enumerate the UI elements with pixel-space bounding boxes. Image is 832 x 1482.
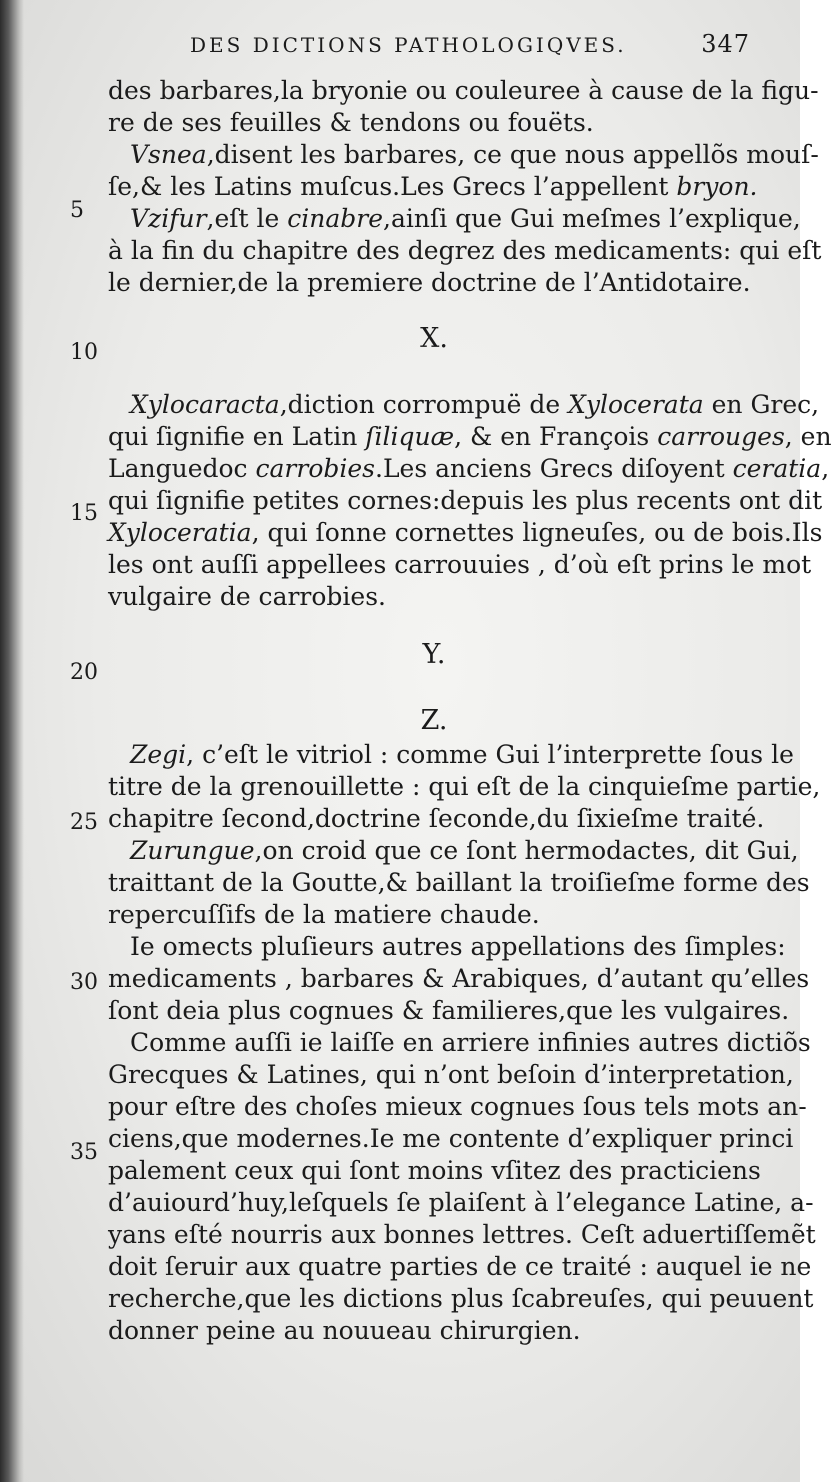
text-segment: palement ceux qui ſont moins vſitez des practiciens	[108, 1156, 761, 1185]
line-number: 10	[70, 340, 98, 365]
text-segment: ,	[821, 454, 830, 483]
text-line	[108, 900, 540, 930]
text-segment: les ont auſſi appellees carrouuies , d’où eſt prins le mot	[108, 550, 812, 579]
text-segment: ,disent les barbares, ce que nous appellõs mouſ-	[206, 140, 819, 169]
italic-term: carrouges	[657, 422, 785, 451]
text-line	[108, 1060, 794, 1090]
page-number: 347	[701, 30, 750, 58]
text-line	[108, 772, 820, 802]
line-number: 15	[70, 501, 98, 526]
text-line	[108, 518, 822, 548]
text-segment: qui ſignifie petites cornes:depuis les plus recents ont dit	[108, 486, 823, 515]
text-line	[108, 996, 789, 1026]
text-segment: à la fin du chapitre des degrez des medicaments: qui eſt	[108, 236, 822, 265]
text-line	[130, 140, 819, 170]
text-segment: re de ses feuilles & tendons ou fouëts.	[108, 108, 594, 137]
text-line	[108, 804, 764, 834]
section-heading-y: Y.	[422, 639, 446, 670]
line-number: 5	[70, 198, 84, 223]
italic-term: cinabre	[287, 204, 384, 233]
section-heading-z: Z.	[420, 705, 448, 736]
text-segment: ,eſt le	[206, 204, 288, 233]
text-segment: qui ſignifie en Latin	[108, 422, 366, 451]
italic-term: Vsnea	[130, 140, 207, 169]
italic-term: Zegi	[130, 740, 187, 769]
text-segment: en Grec,	[703, 390, 820, 419]
text-segment: Comme auſſi ie laiſſe en arriere infinies autres dictiõs	[130, 1028, 811, 1057]
text-line	[108, 582, 386, 612]
line-number: 35	[70, 1140, 98, 1165]
text-line	[130, 390, 819, 420]
text-line	[108, 1156, 761, 1186]
italic-term: Xyloceratia	[108, 518, 252, 547]
text-segment: Ie omects pluſieurs autres appellations des ſimples:	[130, 932, 786, 961]
text-line	[130, 1028, 811, 1058]
italic-term: Xylocerata	[568, 390, 704, 419]
text-line	[108, 1284, 813, 1314]
text-segment: medicaments , barbares & Arabiques, d’autant qu’elles	[108, 964, 810, 993]
text-segment: ſont deia plus cognues & familieres,que les vulgaires.	[108, 996, 790, 1025]
text-line	[108, 172, 758, 202]
text-segment: ſe,& les Latins muſcus.Les Grecs l’appellent	[108, 172, 677, 201]
text-line	[130, 932, 786, 962]
text-segment: ,on croid que ce ſont hermodactes, dit Gui,	[254, 836, 799, 865]
text-line	[108, 422, 832, 452]
binding-gutter	[0, 0, 24, 1482]
text-segment: repercuſſifs de la matiere chaude.	[108, 900, 540, 929]
text-line	[108, 550, 811, 580]
text-line	[108, 108, 594, 138]
text-line	[108, 1220, 816, 1250]
text-segment: ciens,que modernes.Ie me contente d’expliquer princi	[108, 1124, 794, 1153]
text-line	[108, 1316, 581, 1346]
text-line	[108, 268, 751, 298]
italic-term: Vzifur	[130, 204, 207, 233]
text-line	[108, 1124, 793, 1154]
text-line	[130, 740, 794, 770]
text-segment: Grecques & Latines, qui n’ont beſoin d’interpretation,	[108, 1060, 794, 1089]
text-segment: traittant de la Goutte,& baillant la troiſieſme forme des	[108, 868, 810, 897]
text-segment: d’auiourd’huy,leſquels ſe plaiſent à l’elegance Latine, a-	[108, 1188, 814, 1217]
italic-term: bryon.	[676, 172, 758, 201]
text-segment: recherche,que les dictions plus ſcabreuſes, qui peuuent	[108, 1284, 814, 1313]
text-segment: Languedoc	[108, 454, 256, 483]
text-segment: titre de la grenouillette : qui eſt de la cinquieſme partie,	[108, 772, 821, 801]
text-line	[108, 1092, 807, 1122]
text-line	[108, 964, 809, 994]
italic-term: Zurungue	[130, 836, 255, 865]
text-segment: des barbares,la bryonie ou couleuree à cause de la figu-	[108, 76, 819, 105]
text-segment: le dernier,de la premiere doctrine de l’Antidotaire.	[108, 268, 751, 297]
text-line	[108, 486, 822, 516]
running-title: DES DICTIONS PATHOLOGIQVES.	[190, 33, 627, 57]
italic-term: ſiliquæ	[365, 422, 455, 451]
text-segment: ,diction corrompuë de	[279, 390, 569, 419]
line-number: 30	[70, 970, 98, 995]
text-segment: chapitre ſecond,doctrine ſeconde,du ſixieſme traité.	[108, 804, 765, 833]
text-segment: donner peine au nouueau chirurgien.	[108, 1316, 581, 1345]
text-segment: ,ainſi que Gui meſmes l’explique,	[383, 204, 801, 233]
text-segment: .Les anciens Grecs diſoyent	[375, 454, 733, 483]
text-segment: , qui ſonne cornettes ligneuſes, ou de bois.Ils	[251, 518, 823, 547]
text-segment: , en	[784, 422, 832, 451]
text-segment: yans eſté nourris aux bonnes lettres. Ceſt aduertiſſemẽt	[108, 1220, 816, 1249]
text-line	[108, 76, 819, 106]
section-heading-x: X.	[420, 323, 448, 354]
text-line	[108, 1188, 814, 1218]
line-number: 25	[70, 810, 98, 835]
text-line	[130, 836, 799, 866]
text-segment: vulgaire de carrobies.	[108, 582, 386, 611]
italic-term: Xylocaracta	[130, 390, 280, 419]
running-header	[190, 30, 750, 62]
text-segment: , c’eſt le vitriol : comme Gui l’interprette ſous le	[186, 740, 794, 769]
text-line	[108, 1252, 811, 1282]
text-line	[108, 454, 829, 484]
text-line	[108, 236, 821, 266]
text-segment: doit ſeruir aux quatre parties de ce traité : auquel ie ne	[108, 1252, 812, 1281]
text-segment: , & en François	[454, 422, 658, 451]
italic-term: ceratia	[732, 454, 822, 483]
text-segment: pour eſtre des choſes mieux cognues ſous tels mots an-	[108, 1092, 807, 1121]
line-number: 20	[70, 660, 98, 685]
text-line	[108, 868, 810, 898]
text-line	[130, 204, 801, 234]
italic-term: carrobies	[255, 454, 375, 483]
